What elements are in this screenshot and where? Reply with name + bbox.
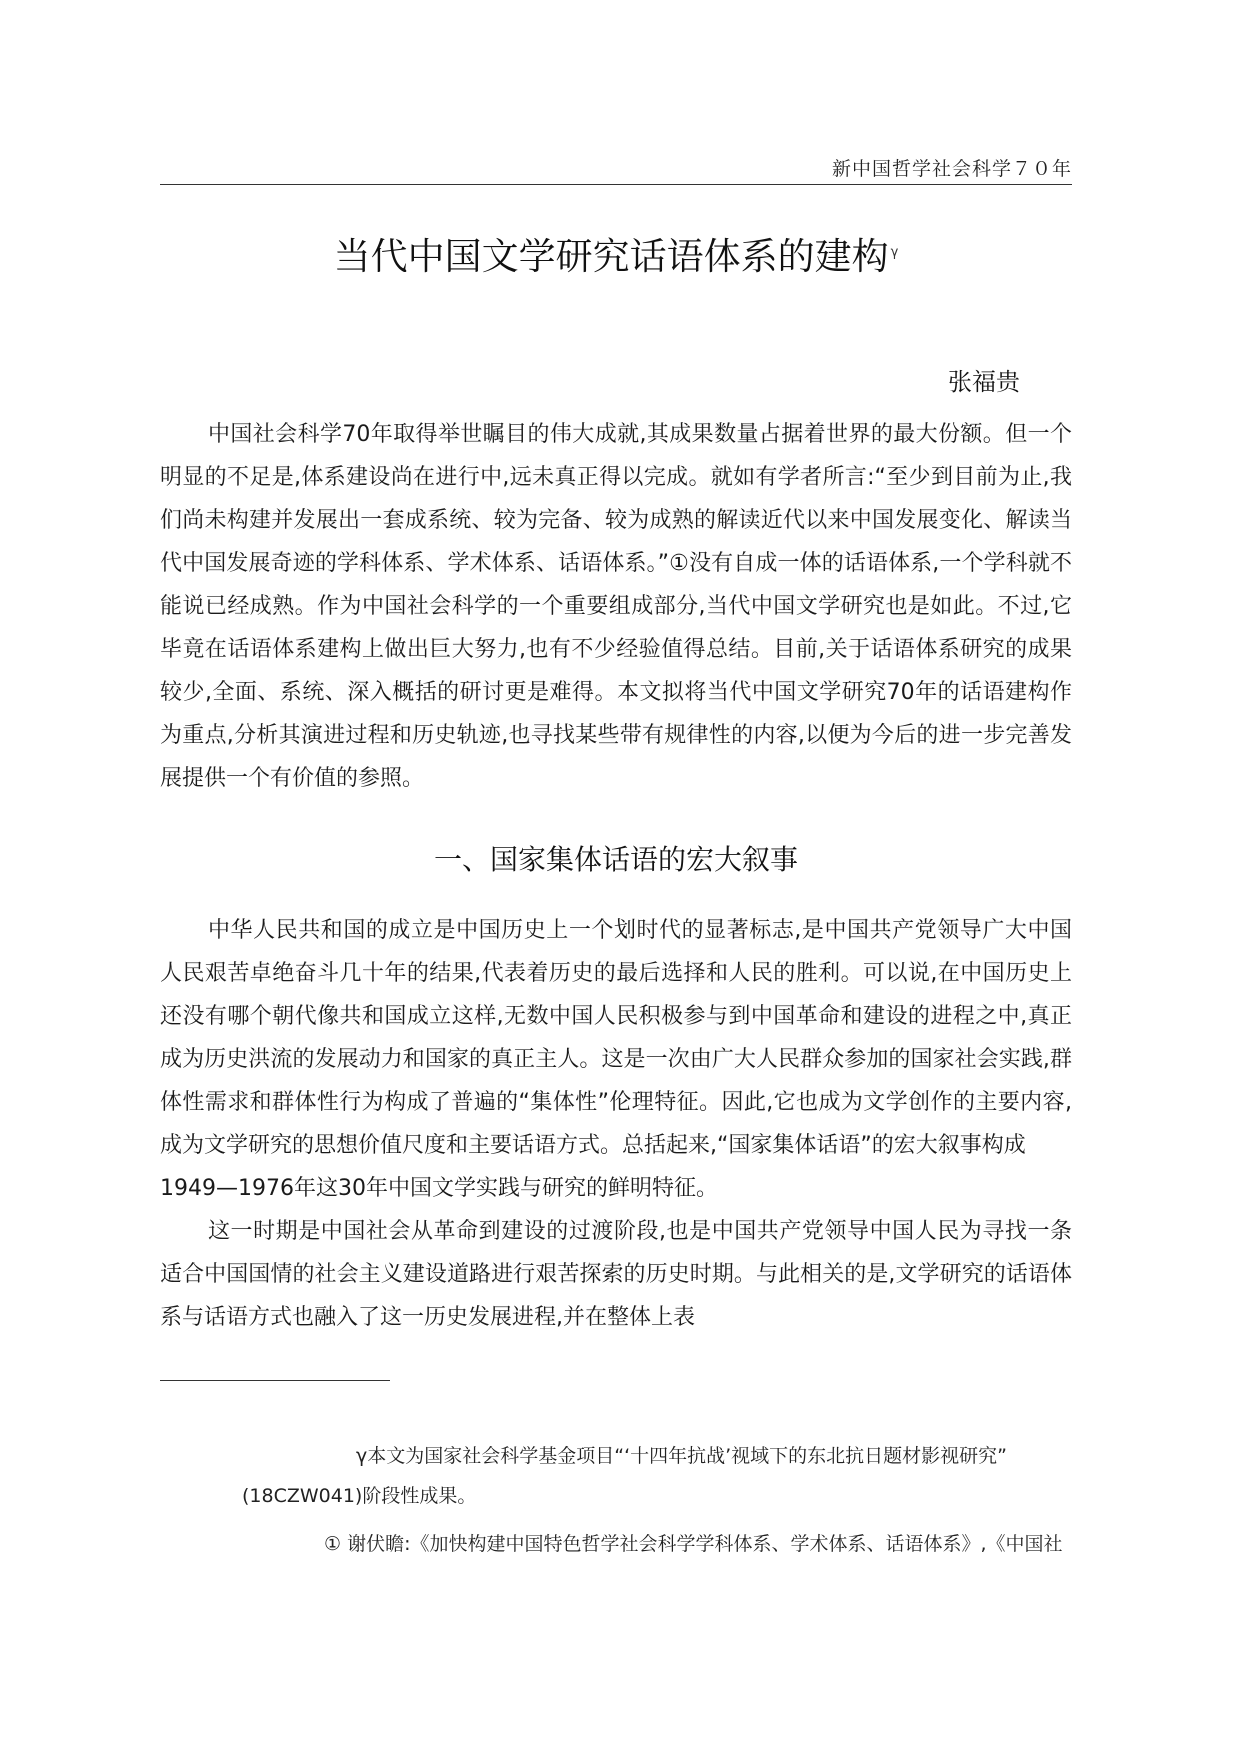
footnotes (160, 1436, 1072, 1564)
section1-body (160, 909, 1072, 1339)
footnote-2: ① 谢伏瞻:《加快构建中国特色哲学社会科学学科体系、学术体系、话语体系》,《中国社 (324, 1533, 1063, 1555)
intro-paragraph: 中国社会科学70年取得举世瞩目的伟大成就,其成果数量占据着世界的最大份额。但一个明显的不足是,体系建设尚在进行中,远未真正得以完成。就如有学者所言:“至少到目前为止,我们尚未构建并发展出一套成系统、较为完备、较为成熟的解读近代以来中国发展变化、解读当代中国发展奇迹的学科体系、学术体系、话语体系。”①没有自成一体的话语体系,一个学科就不能说已经成熟。作为中国社会科学的一个重要组成部分,当代中国文学研究也是如此。不过,它毕竟在话语体系建构上做出巨大努力,也有不少经验值得总结。目前,关于话语体系研究的成果较少,全面、系统、深入概括的研讨更是难得。本文拟将当代中国文学研究70年的话语建构作为重点,分析其演进过程和历史轨迹,也寻找某些带有规律性的内容,以便为今后的进一步完善发展提供一个有价值的参照。 (160, 422, 1072, 791)
footnote-1-line-2: (18CZW041)阶段性成果。 (242, 1485, 477, 1507)
intro-section (160, 413, 1072, 800)
running-head: 新中国哲学社会科学７０年 (831, 158, 1072, 180)
title-footnote-mark: γ (890, 244, 899, 260)
author-name: 张福贵 (948, 368, 1020, 396)
section1-paragraph-1: 中华人民共和国的成立是中国历史上一个划时代的显著标志,是中国共产党领导广大中国人民艰苦卓绝奋斗几十年的结果,代表着历史的最后选择和人民的胜利。可以说,在中国历史上还没有哪个朝代像共和国成立这样,无数中国人民积极参与到中国革命和建设的进程之中,真正成为历史洪流的发展动力和国家的真正主人。这是一次由广大人民群众参加的国家社会实践,群体性需求和群体性行为构成了普遍的“集体性”伦理特征。因此,它也成为文学创作的主要内容,成为文学研究的思想价值尺度和主要话语方式。总括起来,“国家集体话语”的宏大叙事构成 (160, 918, 1072, 1158)
article-title-text: 当代中国文学研究话语体系的建构 (333, 235, 889, 278)
article-title (160, 226, 1072, 280)
section-heading: 一、国家集体话语的宏大叙事 (433, 843, 798, 876)
header-rule (160, 184, 1072, 185)
footnote-1-line-1: γ本文为国家社会科学基金项目“‘十四年抗战’视域下的东北抗日题材影视研究” (356, 1445, 1008, 1467)
footnote-rule (160, 1380, 390, 1381)
section1-paragraph-2: 这一时期是中国社会从革命到建设的过渡阶段,也是中国共产党领导中国人民为寻找一条适合中国国情的社会主义建设道路进行艰苦探索的历史时期。与此相关的是,文学研究的话语体系与话语方式也融入了这一历史发展进程,并在整体上表 (160, 1219, 1072, 1330)
section1-paragraph-1-continued: 1949—1976年这30年中国文学实践与研究的鲜明特征。 (160, 1176, 718, 1201)
